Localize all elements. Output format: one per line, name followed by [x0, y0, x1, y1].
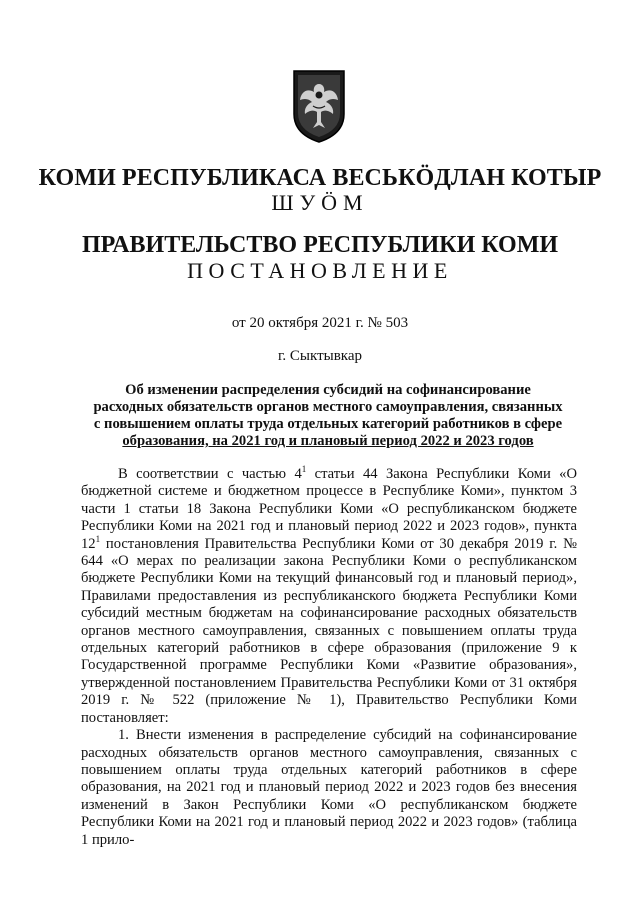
body-paragraph-2: 1. Внести изменения в распределение субсидий на софинансирование расходных обязательств органов местного самоуправления, связанных с повышением оплаты труда отдельных категорий работников в сфере образования, на 2021 год и плановый период 2022 и 2023 годов без внесения изменений в Закон Республики Коми «О республиканском бюджете Республики Коми на 2021 год и плановый период 2022 и 2023 годов» (таблица 1 прило- [81, 727, 577, 848]
document-title [80, 382, 576, 450]
title-line: расходных обязательств органов местного самоуправления, связанных [93, 399, 563, 415]
header-komi-line1: КОМИ РЕСПУБЛИКАСА ВЕСЬКӦДЛАН КОТЫР [38, 165, 602, 191]
superscript: 1 [95, 533, 101, 544]
title-line: с повышением оплаты труда отдельных категорий работников в сфере [93, 416, 563, 432]
superscript: 1 [301, 464, 307, 475]
title-line-underlined: образования, на 2021 год и плановый период 2022 и 2023 годов [122, 433, 534, 449]
body-text: В соответствии с частью 4 [118, 466, 302, 482]
komi-coat-of-arms-icon [291, 68, 347, 144]
title-line: Об изменении распределения субсидий на софинансирование [125, 382, 531, 398]
document-date-number: от 20 октября 2021 г. № 503 [231, 315, 409, 331]
document-city: г. Сыктывкар [277, 348, 363, 364]
header-ru-line2: ПОСТАНОВЛЕНИЕ [187, 258, 453, 283]
document-body [81, 466, 577, 849]
body-paragraph-1 [81, 466, 577, 727]
header-ru-line1: ПРАВИТЕЛЬСТВО РЕСПУБЛИКИ КОМИ [81, 232, 559, 258]
body-text: статьи 44 Закона Республики Коми «О бюджетной системе и бюджетном процессе в Республике Коми», пунктом 3 части 1 статьи 18 Закона Республики Коми «О республиканском бюджете Республики Коми на 2021 год и плановый период 2022 и 2023 годов», пункта 12 [81, 466, 577, 552]
body-text: постановления Правительства Республики Коми от 30 декабря 2019 г. № 644 «О мерах по реализации закона Республики Коми о республиканском бюджете Республики Коми на текущий финансовый год и плановый период», Правилами предоставления из республиканского бюджета Республики Коми субсидий местным бюджетам на софинансирование расходных обязательств органов местного самоуправления, связанных с повышением оплаты труда отдельных категорий работников в сфере образования (приложение 9 к Государственной программе Республики Коми «Развитие образования», утвержденной постановлением Правительства Республики Коми от 31 октября 2019 г. № 522 (приложение № 1), Правительство Республики Коми постановляет: [81, 535, 577, 726]
header-komi-line2: ШУӦМ [271, 190, 369, 215]
